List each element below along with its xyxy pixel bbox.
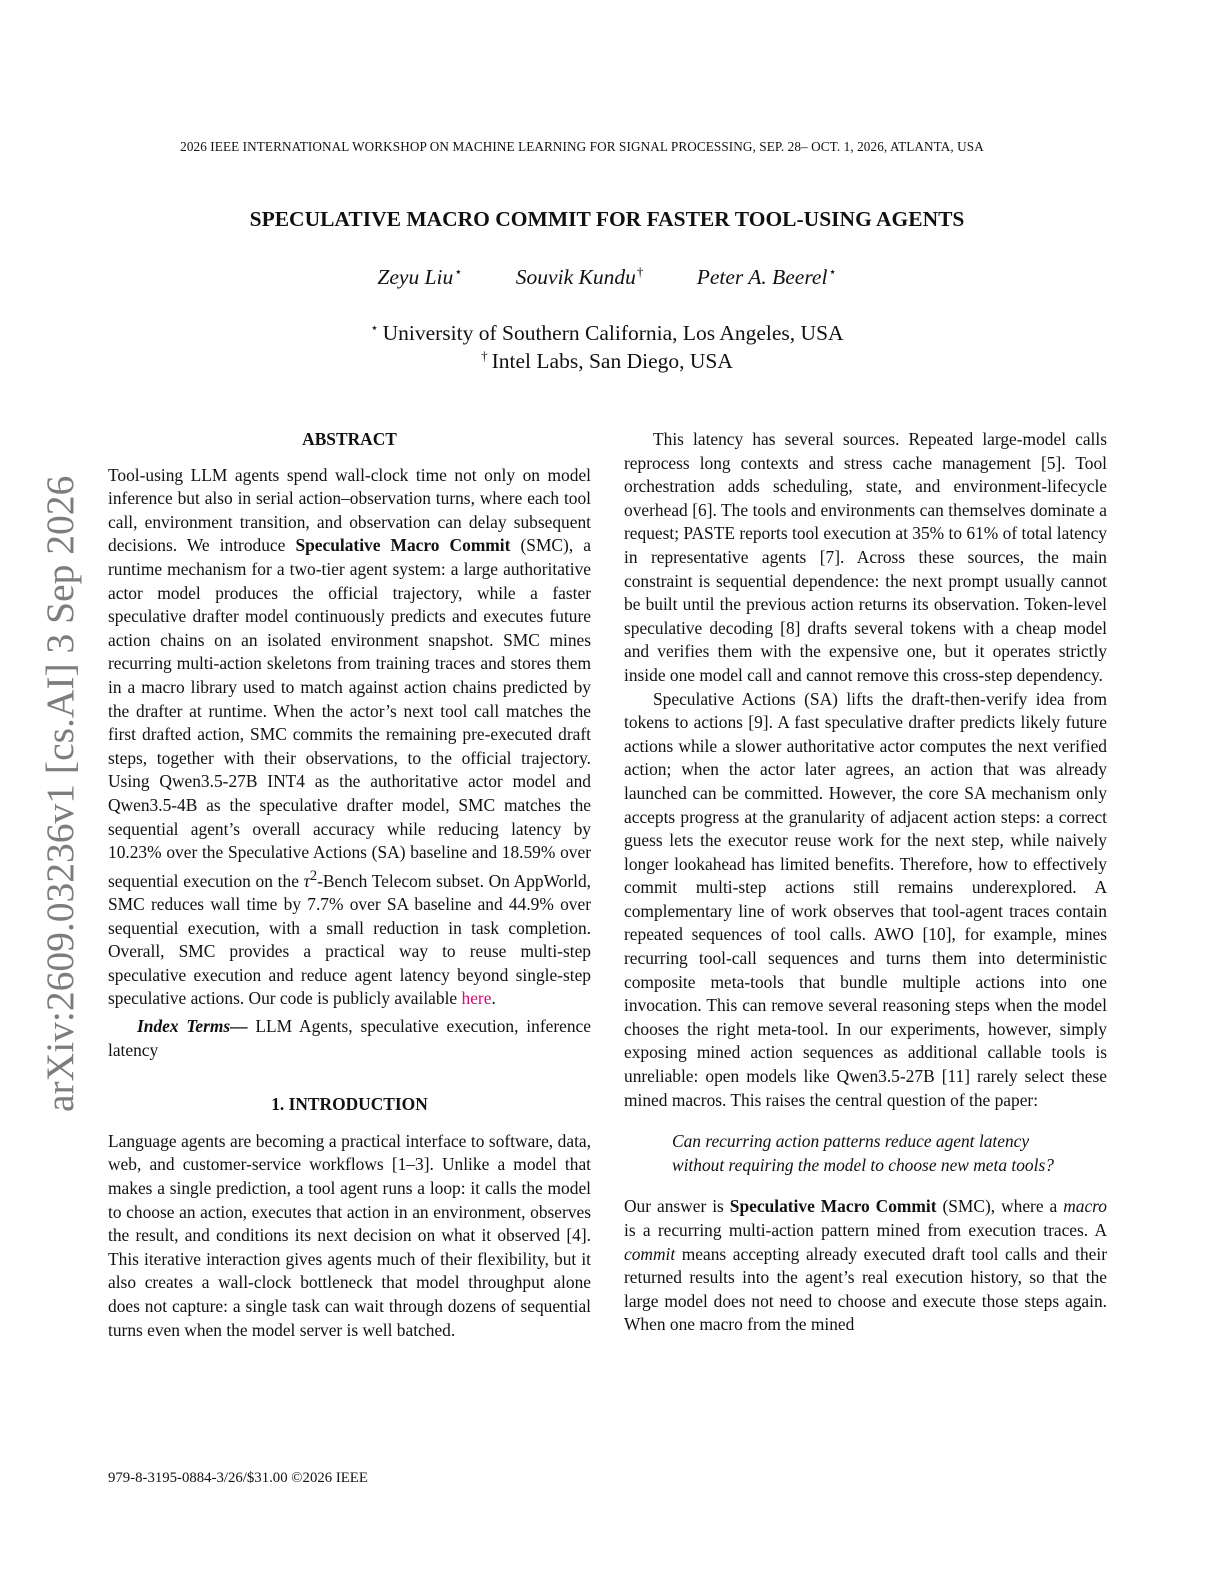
affiliation-2: † Intel Labs, San Diego, USA bbox=[481, 348, 733, 373]
left-column bbox=[108, 428, 591, 1342]
right-column bbox=[624, 428, 1107, 1337]
intro-paragraph-4: Our answer is Speculative Macro Commit (SMC), where a macro is a recurring multi-action pattern mined from execution traces. A commit means accepting already executed draft tool calls and their returned results into the agent’s real execution history, so that the large model does not need to choose and execute those steps again. When one macro from the mined bbox=[624, 1196, 1107, 1335]
author-1: Zeyu Liu⋆ bbox=[377, 264, 463, 289]
author-3: Peter A. Beerel⋆ bbox=[696, 264, 837, 289]
abstract-text: Tool-using LLM agents spend wall-clock time not only on model inference but also in serial action–observation turns, where each tool call, environment transition, and observation can delay subsequent decisions. We introduce Speculative Macro Commit (SMC), a runtime mechanism for a two-tier agent system: a large authoritative actor model produces the official trajectory, while a faster speculative drafter model continuously predicts and executes future action chains on an isolated environment snapshot. SMC mines recurring multi-action skeletons from training traces and stores them in a macro library used to match against action chains predicted by the drafter at runtime. When the actor’s next tool call matches the first drafted action, SMC commits the remaining pre-executed draft steps, together with their observations, to the official trajectory. Using Qwen3.5-27B INT4 as the authoritative actor model and Qwen3.5-4B as the speculative drafter model, SMC matches the sequential agent’s overall accuracy while reducing latency by 10.23% over the Speculative Actions (SA) baseline and 18.59% over sequential execution on the $\tau^2$-Bench Telecom subset. On AppWorld, SMC reduces wall time by 7.7% over SA baseline and 44.9% over sequential execution, with a small reduction in task completion. Overall, SMC provides a practical way to reuse multi-step speculative execution and reduce agent latency beyond single-step speculative actions. Our code is publicly available here. bbox=[108, 464, 591, 1009]
code-link[interactable]: here bbox=[461, 988, 492, 1009]
central-question-quote: Can recurring action patterns reduce agent latency without requiring the model to choose new meta tools? bbox=[672, 1131, 1054, 1175]
paper-title: SPECULATIVE MACRO COMMIT FOR FASTER TOOL-USING AGENTS bbox=[249, 207, 965, 231]
copyright-footer: 979-8-3195-0884-3/26/$31.00 ©2026 IEEE bbox=[108, 1470, 368, 1486]
intro-paragraph-3: Speculative Actions (SA) lifts the draft-then-verify idea from tokens to actions [9]. A fast speculative drafter predicts likely future actions while a slower authoritative actor computes the next verified action; when the actor later agrees, an action that was already launched can be committed. However, the core SA mechanism only accepts progress at the granularity of adjacent action steps: a correct guess lets the executor reuse work for the next step, while naively longer lookahead has limited benefits. Therefore, how to effectively commit multi-step actions still remains underexplored. A complementary line of work observes that tool-agent traces contain repeated sequences of tool calls. AWO [10], for example, mines recurring tool-call sequences and turns them into deterministic composite meta-tools that bundle multiple actions into one invocation. This can remove several reasoning steps when the model chooses the right meta-tool. In our experiments, however, simply exposing mined action sequences as additional callable tools is unreliable: open models like Qwen3.5-27B [11] rarely select these mined macros. This raises the central question of the paper: bbox=[624, 688, 1107, 1110]
affiliation-1: ⋆ University of Southern California, Los Angeles, USA bbox=[370, 320, 844, 345]
venue-header: 2026 IEEE INTERNATIONAL WORKSHOP ON MACHINE LEARNING FOR SIGNAL PROCESSING, SEP. 28– OCT. 1, 2026, ATLANTA, USA bbox=[180, 139, 984, 154]
arxiv-identifier: arXiv:2609.03236v1 [cs.AI] 3 Sep 2026 bbox=[38, 475, 82, 1112]
abstract-heading: ABSTRACT bbox=[302, 429, 397, 449]
index-terms: Index Terms— LLM Agents, speculative execution, inference latency bbox=[108, 1016, 591, 1060]
author-list bbox=[0, 265, 1214, 290]
author-2: Souvik Kundu† bbox=[515, 264, 644, 289]
intro-paragraph-1: Language agents are becoming a practical interface to software, data, web, and customer-service workflows [1–3]. Unlike a model that makes a single prediction, a tool agent runs a loop: it calls the model to choose an action, executes that action in an environment, observes the result, and conditions its next decision on what it observed [4]. This iterative interaction gives agents much of their flexibility, but it also creates a wall-clock bottleneck that model throughput alone does not capture: a single task can wait through dozens of sequential turns even when the model server is well batched. bbox=[108, 1130, 591, 1340]
intro-paragraph-2: This latency has several sources. Repeated large-model calls reprocess long contexts and stress cache management [5]. Tool orchestration adds scheduling, state, and environment-lifecycle overhead [6]. The tools and environments can themselves dominate a request; PASTE reports tool execution at 35% to 61% of total latency in representative agents [7]. Across these sources, the main constraint is sequential dependence: the next prompt usually cannot be built until the previous action returns its observation. Token-level speculative decoding [8] drafts several tokens with a cheap model and verifies them with the expensive one, but it operates strictly inside one model call and cannot remove this cross-step dependency. bbox=[624, 429, 1107, 685]
intro-heading: 1. INTRODUCTION bbox=[271, 1094, 428, 1115]
